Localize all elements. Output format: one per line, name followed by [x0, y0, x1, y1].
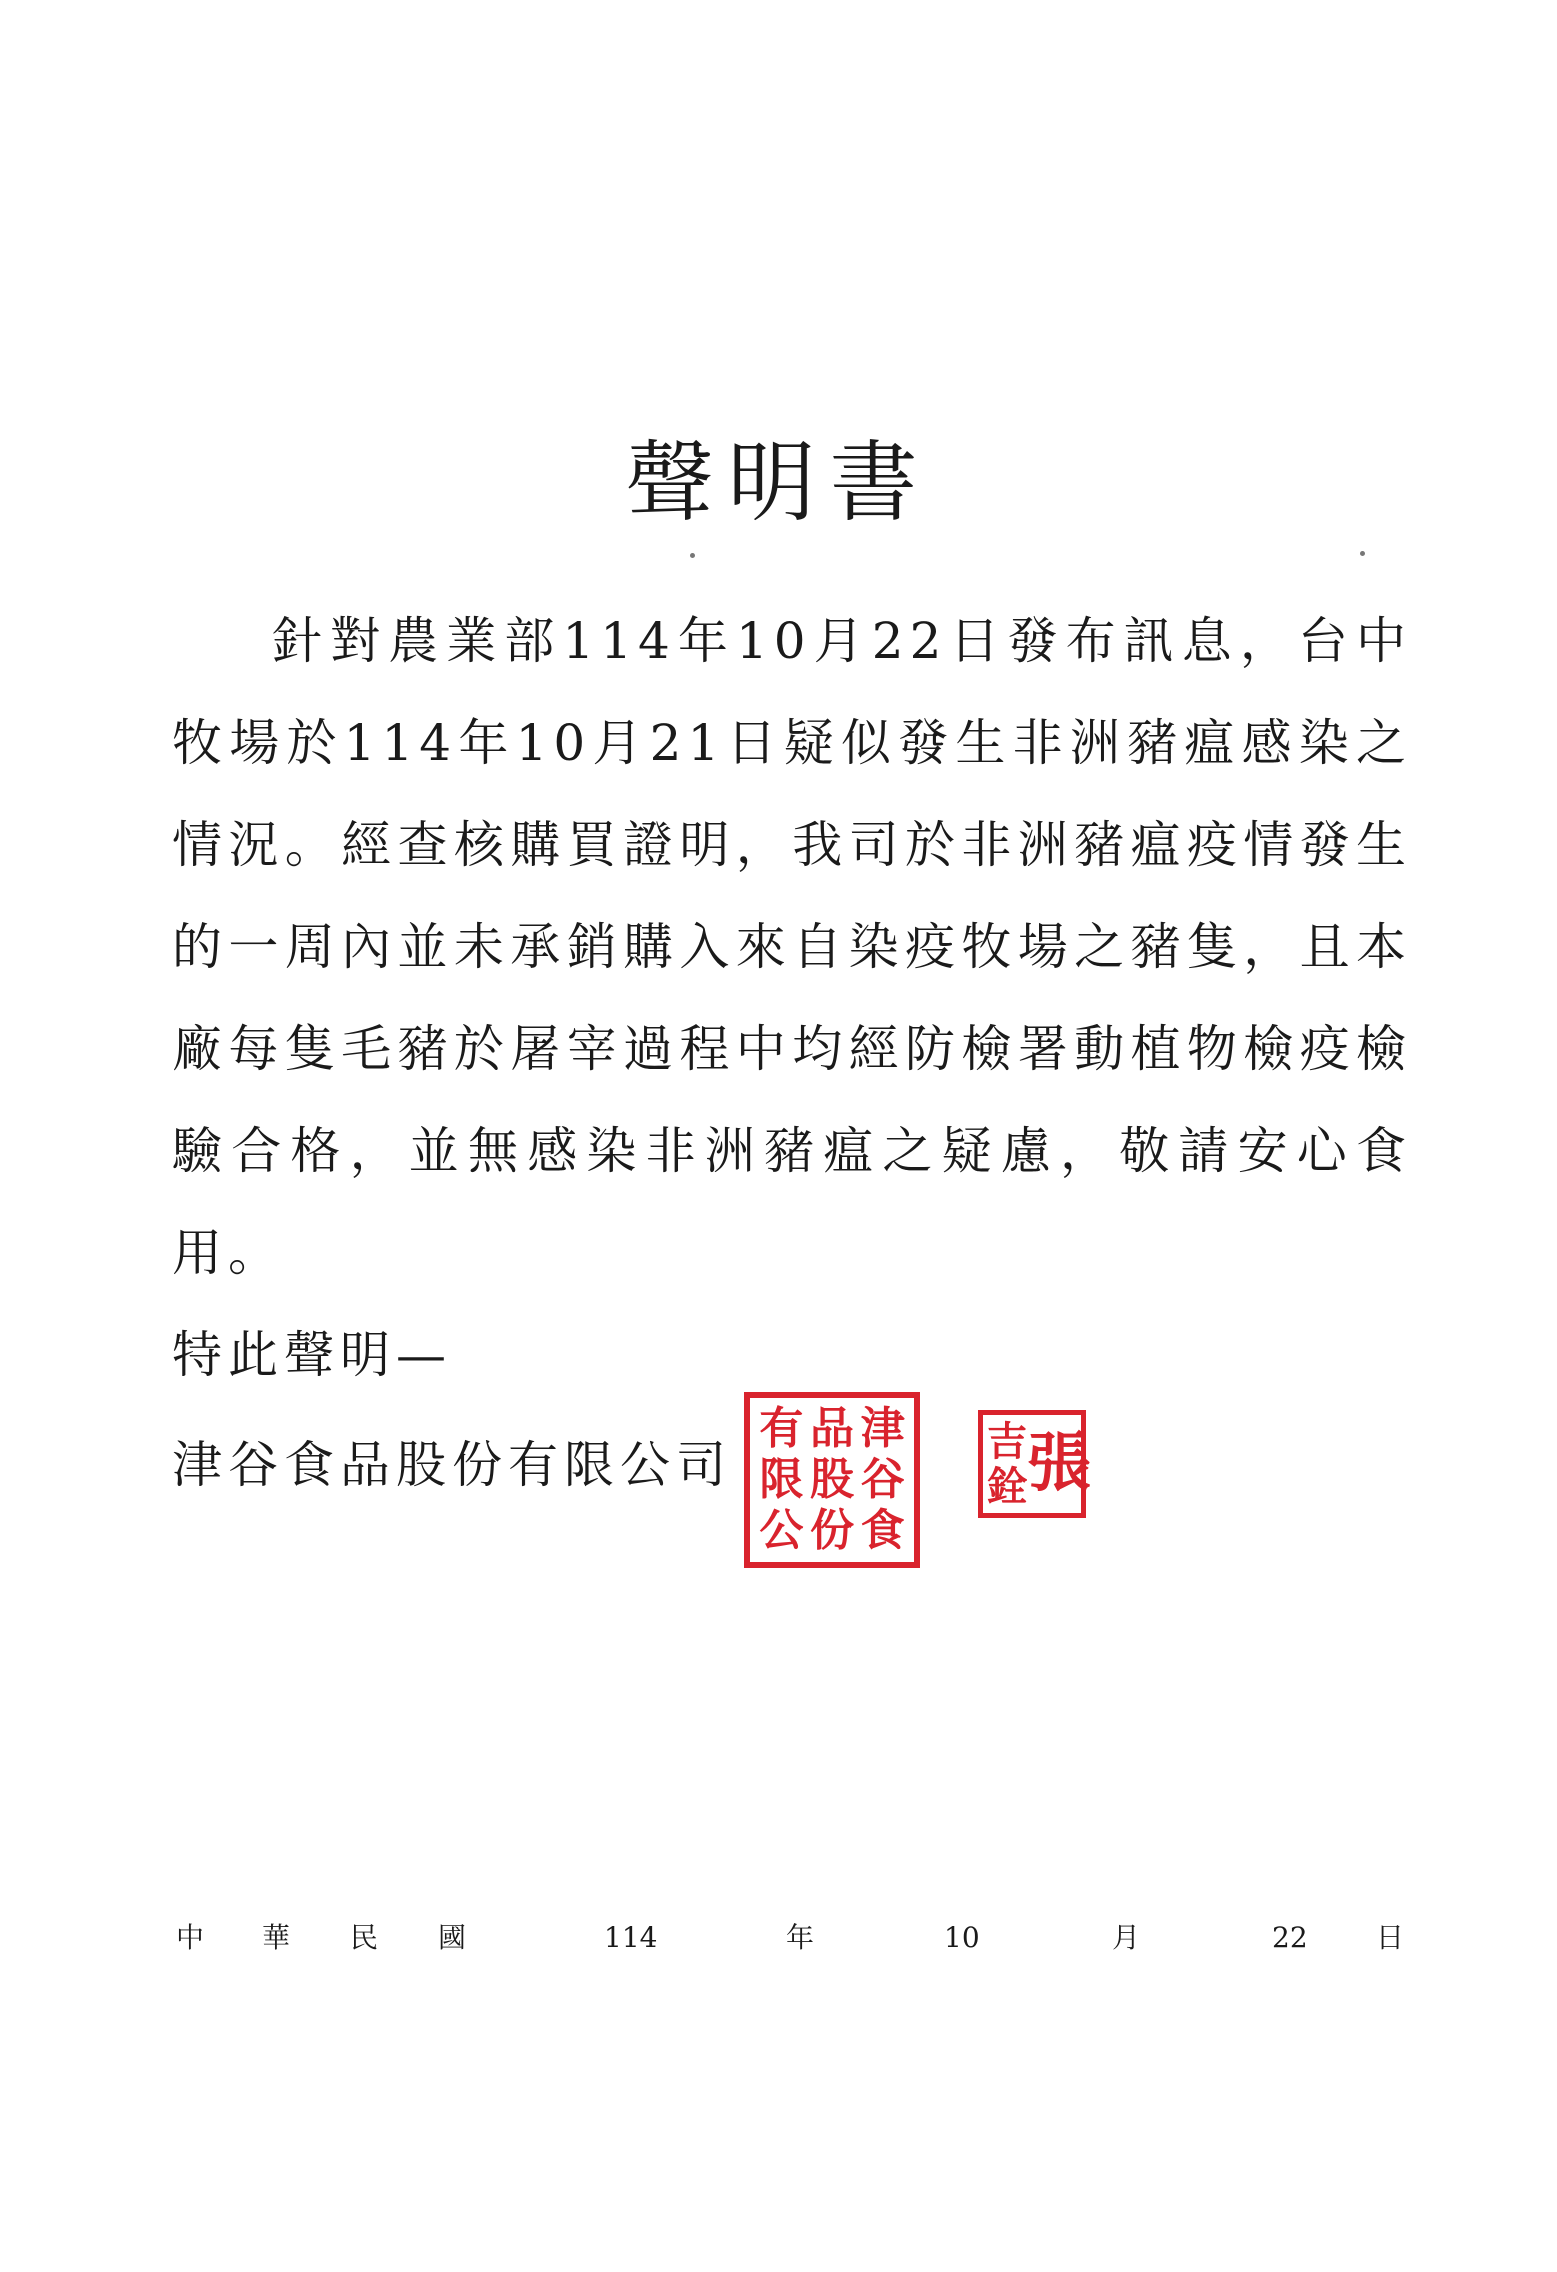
seal-char: 股 [809, 1453, 854, 1505]
date-month-unit: 月 [1112, 1921, 1141, 1954]
date-year-unit: 年 [786, 1921, 815, 1954]
date-era-4: 國 [438, 1921, 467, 1954]
date-day-unit: 日 [1376, 1921, 1405, 1954]
closing-line: 特此聲明— [172, 1326, 452, 1384]
seal-char: 張 [1027, 1426, 1091, 1501]
seal-char: 有 [759, 1403, 804, 1455]
date-era-1: 中 [176, 1921, 205, 1954]
personal-seal-stamp [978, 1410, 1091, 1518]
company-name: 津谷食品股份有限公司 [172, 1436, 732, 1494]
document-title: 聲明書 [625, 431, 932, 534]
seal-char: 津 [860, 1403, 905, 1455]
seal-char: 限 [759, 1453, 804, 1505]
date-day: 22 [1272, 1921, 1308, 1954]
date-month: 10 [944, 1921, 980, 1954]
seal-char: 公 [759, 1504, 804, 1556]
date-year: 114 [604, 1921, 658, 1954]
statement-paragraph: 針對農業部114年10月22日發布訊息，台中牧場於114年10月21日疑似發生非洲豬瘟感染之情況。經查核購買證明，我司於非洲豬瘟疫情發生的一周內並未承銷購入來自染疫牧場之豬隻，且本廠每隻毛豬於屠宰過程中均經防檢署動植物檢疫檢驗合格，並無感染非洲豬瘟之疑慮，敬請安心食用。 [172, 612, 1412, 1282]
document-body [172, 590, 1412, 1406]
seal-char: 品 [809, 1403, 854, 1455]
seal-char: 谷 [860, 1453, 905, 1505]
seal-char: 吉 [987, 1417, 1027, 1465]
scan-dot-left [690, 553, 695, 558]
seal-char: 銓 [987, 1462, 1027, 1510]
date-era-3: 民 [350, 1921, 379, 1954]
date-era-2: 華 [262, 1921, 291, 1954]
company-seal-stamp [744, 1392, 920, 1568]
seal-char: 食 [860, 1504, 905, 1556]
scan-dot-right [1360, 551, 1365, 556]
seal-char: 份 [809, 1504, 854, 1556]
